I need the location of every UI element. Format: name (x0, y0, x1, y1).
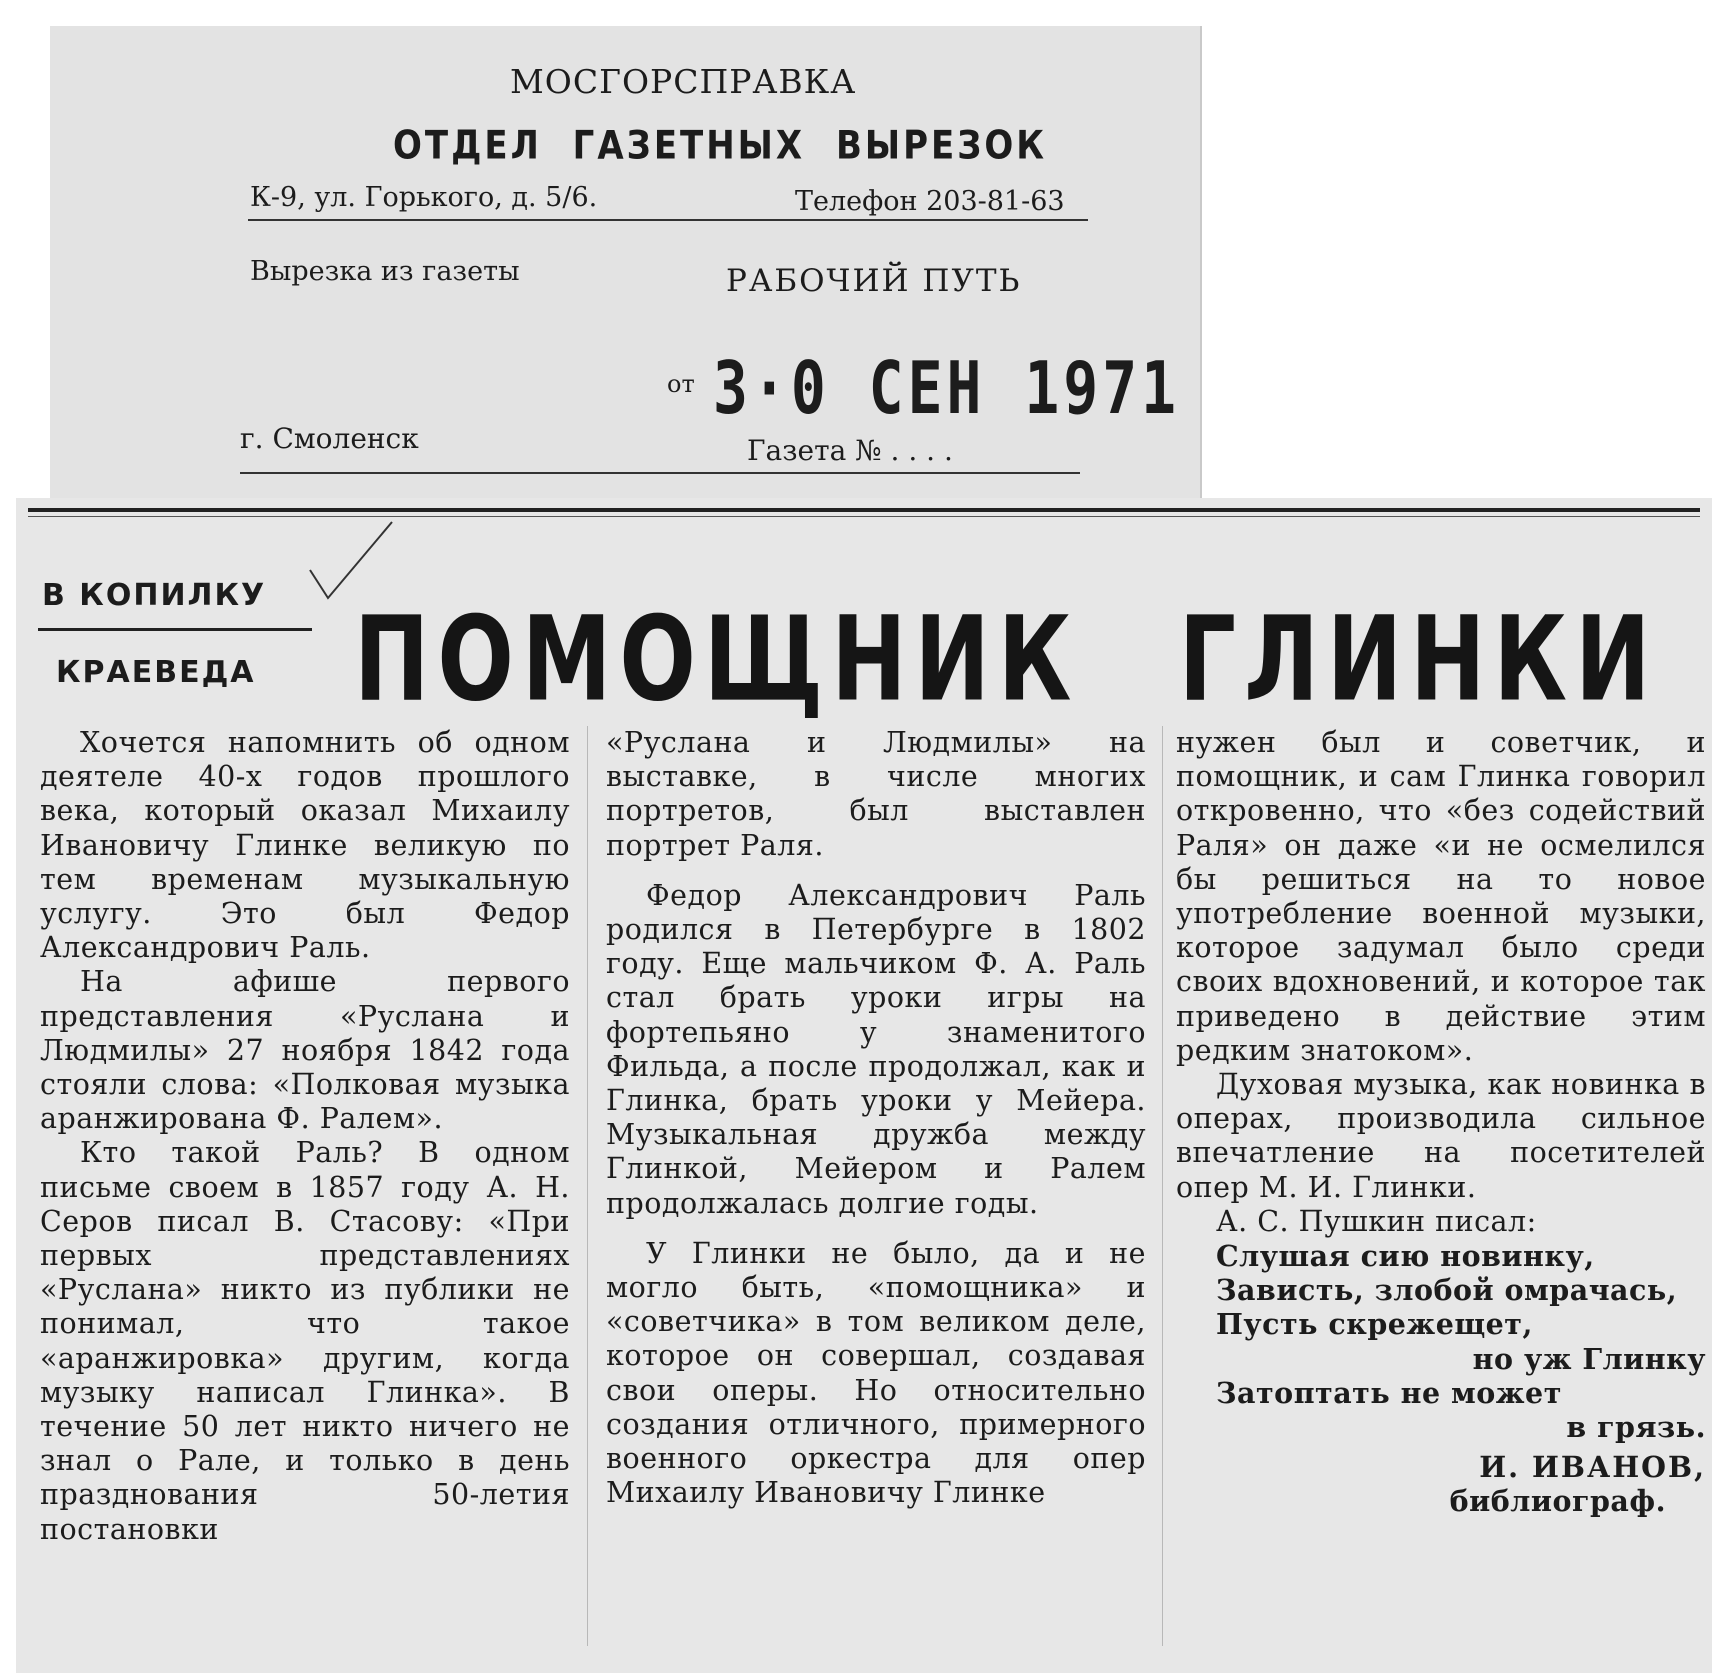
poem-intro: А. С. Пушкин писал: (1216, 1204, 1537, 1238)
newspaper-name: РАБОЧИЙ ПУТЬ (726, 263, 1022, 299)
paragraph: «Руслана и Людмилы» на выставке, в числе многих портретов, был выставлен портрет Раля. (606, 726, 1146, 862)
paragraph: На афише первого представления «Руслана и Людмилы» 27 ноября 1842 года стояли слова: «Полковая музыка аранжирована Ф. Ралем». (40, 965, 570, 1136)
address: К-9, ул. Горького, д. 5/6. (250, 182, 598, 213)
poem-line: Пусть скрежещет, (1216, 1307, 1533, 1342)
date-stamp: 3·0 СЕН 1971 (713, 345, 1181, 431)
poem-quote (1176, 1239, 1706, 1444)
top-rule-thin (28, 516, 1700, 517)
poem-line: Слушая сию новинку, (1216, 1239, 1595, 1274)
rubric-line-2: КРАЕВЕДА (56, 655, 256, 690)
divider (248, 219, 1088, 221)
article-column-3 (1176, 726, 1706, 1519)
paragraph: Хочется напомнить об одном деятеле 40-х годов прошлого века, который оказал Михаилу Ивановичу Глинке великую по тем временам музыкальную услугу. Это был Федор Александрович Раль. (40, 726, 570, 965)
gazeta-number: Газета № . . . . (747, 434, 953, 467)
top-rule (28, 508, 1700, 512)
cut-label: Вырезка из газеты (250, 256, 520, 287)
column-divider (1162, 726, 1163, 1646)
paragraph: У Глинки не было, да и не могло быть, «помощника» и «советчика» в том великом деле, которое он совершал, создавая свои оперы. Но относительно создания отличного, примерного военного оркестра для опер Михаилу Ивановичу Глинке (606, 1236, 1146, 1510)
rubric-divider (38, 628, 312, 631)
poem-line: в грязь. (1566, 1410, 1706, 1445)
author-role: библиограф. (1449, 1484, 1666, 1519)
article-column-1 (40, 726, 570, 1547)
newspaper-clipping (16, 498, 1712, 1673)
phone: Телефон 203-81-63 (795, 186, 1065, 217)
article-headline: ПОМОЩНИК ГЛИНКИ (354, 591, 1659, 729)
paragraph: Духовая музыка, как новинка в операх, производила сильное впечатление на посетителей опер М. И. Глинки. (1176, 1068, 1706, 1204)
divider (240, 472, 1080, 474)
agency-name: МОСГОРСПРАВКА (510, 62, 857, 101)
poem-line: но уж Глинку (1472, 1341, 1706, 1376)
paragraph: Кто такой Раль? В одном письме своем в 1857 году А. Н. Серов писал В. Стасову: «При первых представлениях «Руслана» никто из публики не понимал, что такое «аранжировка» другим, когда музыку написал Глинка». В течение 50 лет никто ничего не знал о Рале, и только в день празднования 50-летия постановки (40, 1136, 570, 1546)
paragraph: Федор Александрович Раль родился в Петербурге в 1802 году. Еще мальчиком Ф. А. Раль стал брать уроки игры на фортепьяно у знаменитого Фильда, а после продолжал, как и Глинка, брать уроки у Мейера. Музыкальная дружба между Глинкой, Мейером и Ралем продолжалась долгие годы. (606, 878, 1146, 1220)
author-name: И. ИВАНОВ, (1479, 1450, 1706, 1485)
poem-line: Зависть, злобой омрачась, (1216, 1273, 1678, 1308)
from-label: от (667, 370, 695, 398)
city: г. Смоленск (240, 422, 419, 455)
rubric-line-1: В КОПИЛКУ (42, 578, 267, 613)
poem-line: Затоптать не может (1216, 1375, 1562, 1410)
department-name: ОТДЕЛ ГАЗЕТНЫХ ВЫРЕЗОК (393, 123, 1048, 169)
paragraph: нужен был и советчик, и помощник, и сам Глинка говорил откровенно, что «без содействий Раля» он даже «и не осмелился бы решиться на то новое употребление военной музыки, которое задумал было среди своих вдохновений, и которое так приведено в действие этим редким знатоком». (1176, 726, 1706, 1067)
column-divider (587, 726, 588, 1646)
clipping-bureau-stamp (50, 26, 1202, 526)
article-column-2 (606, 726, 1146, 1510)
